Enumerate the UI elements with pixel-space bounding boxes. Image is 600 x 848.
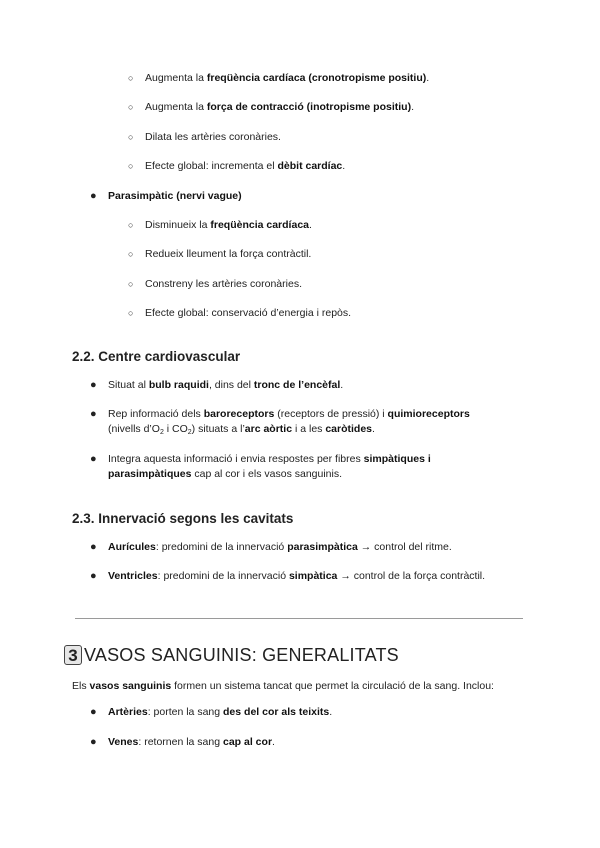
list-item: Rep informació dels baroreceptors (receptors de pressió) i quimioreceptors bbox=[108, 408, 470, 420]
list-item: Efecte global: incrementa el dèbit cardíac. bbox=[145, 160, 346, 172]
circle-bullet: ○ bbox=[128, 249, 134, 259]
section-number-badge: 3 bbox=[64, 645, 82, 665]
section-heading: 2.3. Innervació segons les cavitats bbox=[72, 511, 294, 526]
circle-bullet: ○ bbox=[128, 279, 134, 289]
list-item: Constreny les artèries coronàries. bbox=[145, 278, 302, 290]
circle-bullet: ○ bbox=[128, 132, 134, 142]
chapter-heading bbox=[64, 643, 399, 667]
list-item: Situat al bulb raquidi, dins del tronc de l’encèfal. bbox=[108, 379, 344, 391]
list-item: Augmenta la força de contracció (inotropisme positiu). bbox=[145, 101, 414, 113]
list-item: Augmenta la freqüència cardíaca (cronotropisme positiu). bbox=[145, 72, 430, 84]
list-item-continuation: parasimpàtiques cap al cor i els vasos sanguinis. bbox=[108, 468, 343, 480]
list-item: Ventricles: predomini de la innervació simpàtica → control de la força contràctil. bbox=[108, 570, 486, 582]
chapter-title: VASOS SANGUINIS: GENERALITATS bbox=[84, 644, 399, 665]
list-item: Efecte global: conservació d’energia i repòs. bbox=[145, 307, 352, 319]
list-item: Parasimpàtic (nervi vague) bbox=[108, 190, 242, 202]
circle-bullet: ○ bbox=[128, 220, 134, 230]
paragraph: Els vasos sanguinis formen un sistema tancat que permet la circulació de la sang. Inclou: bbox=[72, 680, 494, 692]
list-item: Redueix lleument la força contràctil. bbox=[145, 248, 312, 260]
circle-bullet: ○ bbox=[128, 161, 134, 171]
list-item-continuation: (nivells $d’O_2$ i $CO_2$) situats a l’arc aòrtic i a les caròtides. bbox=[108, 423, 375, 436]
disc-bullet: ● bbox=[90, 190, 97, 202]
disc-bullet: ● bbox=[90, 379, 97, 391]
list-item: Artèries: porten la sang des del cor als teixits. bbox=[108, 706, 333, 718]
disc-bullet: ● bbox=[90, 736, 97, 748]
disc-bullet: ● bbox=[90, 408, 97, 420]
disc-bullet: ● bbox=[90, 706, 97, 718]
horizontal-divider bbox=[75, 618, 523, 619]
list-item: Aurícules: predomini de la innervació parasimpàtica → control del ritme. bbox=[108, 541, 452, 553]
list-item: Dilata les artèries coronàries. bbox=[145, 131, 281, 143]
disc-bullet: ● bbox=[90, 453, 97, 465]
circle-bullet: ○ bbox=[128, 73, 134, 83]
circle-bullet: ○ bbox=[128, 102, 134, 112]
list-item: Disminueix la freqüència cardíaca. bbox=[145, 219, 312, 231]
list-item: Integra aquesta informació i envia respostes per fibres simpàtiques i bbox=[108, 453, 431, 465]
list-item: Venes: retornen la sang cap al cor. bbox=[108, 736, 275, 748]
circle-bullet: ○ bbox=[128, 308, 134, 318]
disc-bullet: ● bbox=[90, 541, 97, 553]
disc-bullet: ● bbox=[90, 570, 97, 582]
section-heading: 2.2. Centre cardiovascular bbox=[72, 349, 241, 364]
